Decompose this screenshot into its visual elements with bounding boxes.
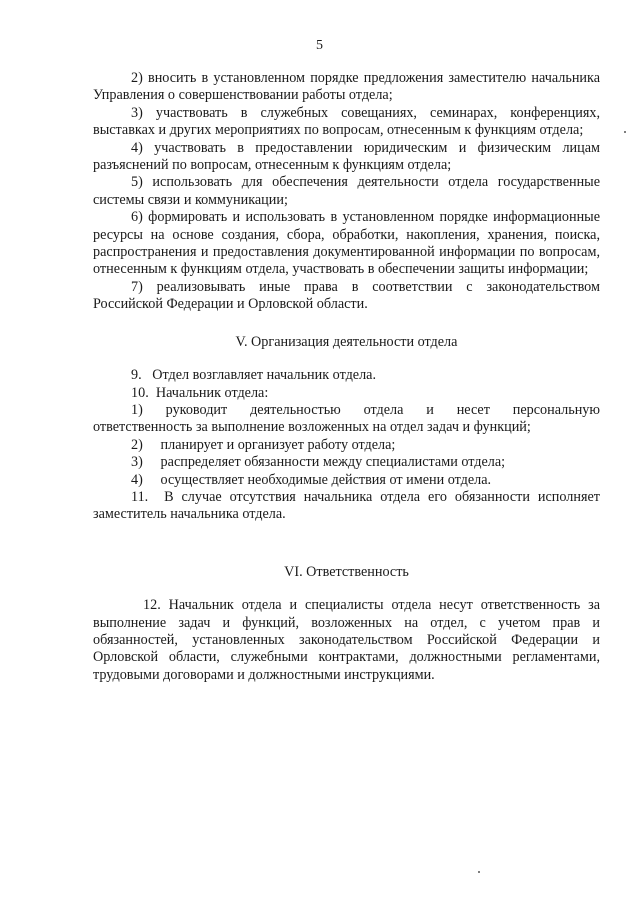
right-item-7: 7) реализовывать иные права в соответствии с законодательством Российской Федерации и Орловской области. <box>93 278 600 313</box>
section-5-heading: V. Организация деятельности отдела <box>235 333 458 350</box>
right-item-5: 5) использовать для обеспечения деятельности отдела государственные системы связи и коммуникации; <box>93 174 600 208</box>
right-item-2: 2) вносить в установленном порядке предложения заместителю начальника Управления о совершенствовании работы отдела; <box>93 70 600 104</box>
page-number: 5 <box>316 38 323 53</box>
item-11: 11. В случае отсутствия начальника отдела его обязанности исполняет заместитель начальника отдела. <box>93 488 604 523</box>
scan-speck <box>478 871 480 873</box>
item-10-2: 2) планирует и организует работу отдела; <box>131 436 396 453</box>
item-10: 10. Начальник отдела: <box>131 384 269 401</box>
item-10-4: 4) осуществляет необходимые действия от имени отдела. <box>131 471 492 488</box>
item-9: 9. Отдел возглавляет начальник отдела. <box>131 367 377 384</box>
item-10-1: 1) руководит деятельностью отдела и несет персональную ответственность за выполнение возложенных на отдел задач и функций; <box>93 401 604 436</box>
right-item-6: 6) формировать и использовать в установленном порядке информационные ресурсы на основе создания, сбора, обработки, накопления, хранения, поиска, распространения и предоставления документированной информации по вопросам, отнесенным к функциям отдела, участвовать в обеспечении защиты информации; <box>93 209 600 278</box>
right-item-4: 4) участвовать в предоставлении юридическим и физическим лицам разъяснений по вопросам, отнесенным к функциям отдела; <box>93 139 600 174</box>
item-12: 12. Начальник отдела и специалисты отдела несут ответственность за выполнение задач и функций, возложенных на отдел, с учетом прав и обязанностей, установленных законодательством Российской Федерации и Орловской области, служебными контрактами, должностными регламентами, трудовыми договорами и должностными инструкциями. <box>93 597 600 683</box>
scan-speck <box>624 131 626 133</box>
item-10-3: 3) распределяет обязанности между специалистами отдела; <box>131 454 506 471</box>
right-item-3: 3) участвовать в служебных совещаниях, семинарах, конференциях, выставках и других мероприятиях по вопросам, отнесенным к функциям отдела; <box>93 104 600 139</box>
section-6-heading: VI. Ответственность <box>284 563 409 580</box>
document-body <box>93 70 604 684</box>
